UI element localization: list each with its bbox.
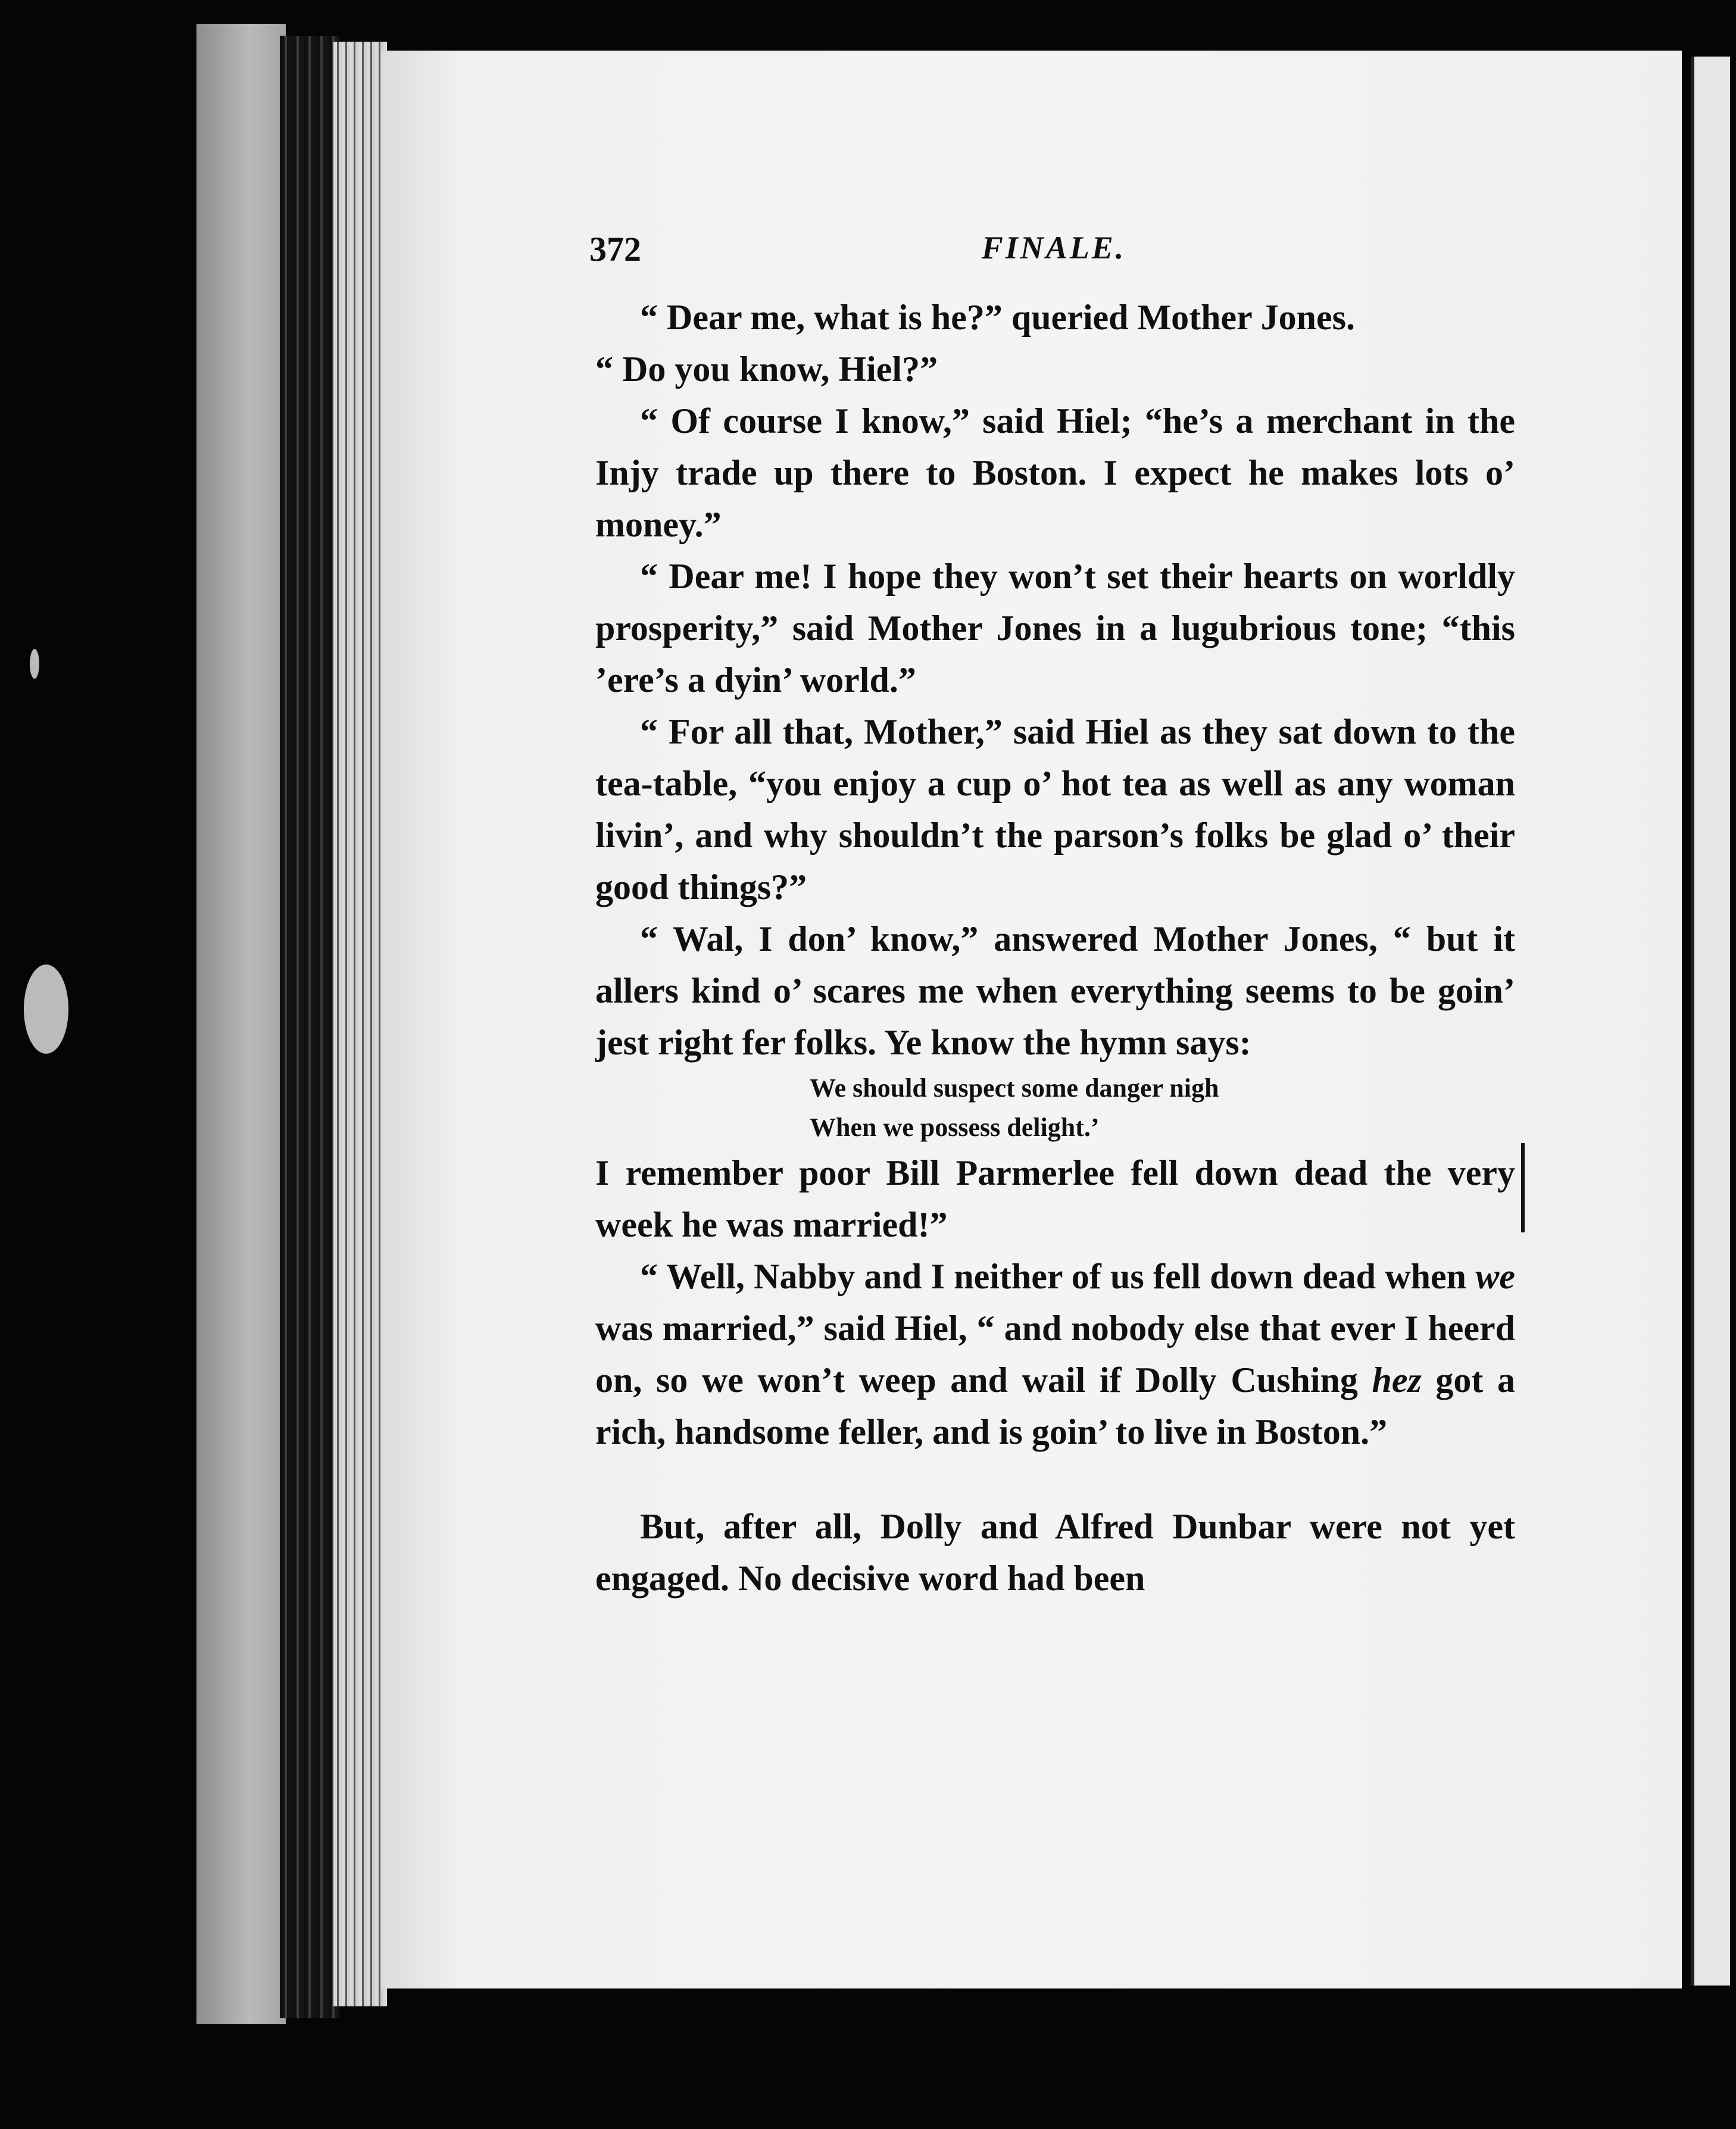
hymn-line-2: When we possess delight.’ bbox=[810, 1113, 1100, 1142]
paragraph-6: “ Wal, I don’ know,” answered Mother Jones, “ but it allers kind o’ scares me when everything seems to be goin’ jest right fer folks. Ye know the hymn says: bbox=[595, 919, 1515, 1062]
paragraph-4: “ Dear me! I hope they won’t set their hearts on worldly prosperity,” said Mother Jones in a lugubrious tone; “this ’ere’s a dyin’ world.” bbox=[595, 557, 1515, 700]
book-binding bbox=[280, 36, 339, 2018]
section-break bbox=[595, 1458, 1515, 1501]
italic-hez: hez bbox=[1372, 1360, 1422, 1400]
paragraph-8-part-1: “ Well, Nabby and I neither of us fell down dead when bbox=[640, 1257, 1476, 1296]
running-title: FINALE. bbox=[981, 230, 1126, 266]
page-stack-edge bbox=[333, 42, 387, 2006]
paragraph-5: “ For all that, Mother,” said Hiel as they sat down to the tea-table, “you enjoy a cup o’ hot tea as well as any woman livin’, and why shouldn’t the parson’s folks be glad o’ their good things?” bbox=[595, 712, 1515, 907]
italic-we: we bbox=[1475, 1257, 1515, 1296]
page-number: 372 bbox=[589, 230, 641, 269]
paragraph-8-part-3: got a rich, handsome feller, and is goin’ to live in Boston.” bbox=[595, 1360, 1515, 1451]
final-paragraph: But, after all, Dolly and Alfred Dunbar were not yet engaged. No decisive word had been bbox=[595, 1507, 1515, 1598]
hymn-line-1: We should suspect some danger nigh bbox=[810, 1073, 1219, 1103]
paragraph-8 bbox=[595, 1251, 1515, 1458]
hymn-quote bbox=[810, 1069, 1515, 1147]
running-head bbox=[589, 229, 1518, 283]
paragraph-8-part-2: was married,” said Hiel, “ and nobody else that ever I heerd on, so we won’t weep and wail if Dolly Cushing bbox=[595, 1309, 1515, 1400]
paragraph-7: I remember poor Bill Parmerlee fell down dead the very week he was married!” bbox=[595, 1153, 1515, 1244]
facing-page-edge bbox=[1691, 57, 1730, 1986]
margin-mark bbox=[1521, 1143, 1525, 1232]
dust-speck bbox=[30, 649, 39, 679]
body-text bbox=[595, 292, 1515, 1604]
book-edge bbox=[196, 24, 286, 2024]
paragraph-2: “ Do you know, Hiel?” bbox=[595, 349, 938, 389]
paragraph-3: “ Of course I know,” said Hiel; “he’s a merchant in the Injy trade up there to Boston. I expect he makes lots o’ money.” bbox=[595, 401, 1515, 544]
dust-speck bbox=[24, 964, 68, 1054]
paragraph-1: “ Dear me, what is he?” queried Mother Jones. bbox=[640, 298, 1355, 337]
